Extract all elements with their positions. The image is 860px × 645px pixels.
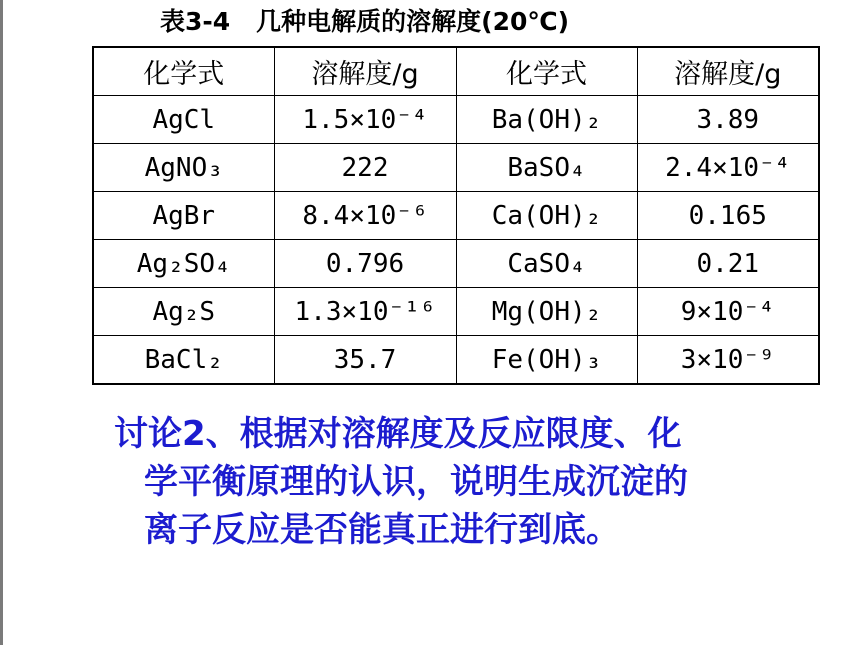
solubility-cell: 1.3×10⁻¹⁶ (274, 288, 456, 336)
table-row (93, 96, 819, 144)
formula-cell: Fe(OH)₃ (456, 336, 637, 385)
table-number: 表3-4 (160, 7, 231, 36)
table-row (93, 336, 819, 385)
discussion-line: 学平衡原理的认识，说明生成沉淀的 (144, 462, 688, 502)
formula-cell: Mg(OH)₂ (456, 288, 637, 336)
table-title (160, 2, 569, 42)
header-formula-1: 化学式 (93, 47, 274, 96)
discussion-question (114, 410, 844, 554)
solubility-cell: 2.4×10⁻⁴ (637, 144, 819, 192)
solubility-cell: 9×10⁻⁴ (637, 288, 819, 336)
slide-left-edge (0, 0, 3, 645)
table-row (93, 192, 819, 240)
formula-cell: BaSO₄ (456, 144, 637, 192)
formula-cell: Ca(OH)₂ (456, 192, 637, 240)
solubility-cell: 0.165 (637, 192, 819, 240)
header-solubility-2: 溶解度/g (637, 47, 819, 96)
formula-cell: Ag₂S (93, 288, 274, 336)
header-solubility-1: 溶解度/g (274, 47, 456, 96)
discussion-line: 离子反应是否能真正进行到底。 (144, 510, 620, 550)
table-row (93, 288, 819, 336)
solubility-cell: 3.89 (637, 96, 819, 144)
solubility-cell: 35.7 (274, 336, 456, 385)
solubility-cell: 1.5×10⁻⁴ (274, 96, 456, 144)
solubility-cell: 222 (274, 144, 456, 192)
header-formula-2: 化学式 (456, 47, 637, 96)
solubility-cell: 0.796 (274, 240, 456, 288)
table-row (93, 144, 819, 192)
formula-cell: BaCl₂ (93, 336, 274, 385)
formula-cell: AgNO₃ (93, 144, 274, 192)
solubility-table (92, 46, 820, 385)
formula-cell: AgBr (93, 192, 274, 240)
formula-cell: AgCl (93, 96, 274, 144)
table-header-row (93, 47, 819, 96)
formula-cell: CaSO₄ (456, 240, 637, 288)
solubility-cell: 0.21 (637, 240, 819, 288)
formula-cell: Ba(OH)₂ (456, 96, 637, 144)
discussion-line: 讨论2、根据对溶解度及反应限度、化 (114, 414, 682, 454)
solubility-cell: 8.4×10⁻⁶ (274, 192, 456, 240)
table-title-text: 几种电解质的溶解度(20℃) (256, 7, 570, 36)
solubility-cell: 3×10⁻⁹ (637, 336, 819, 385)
formula-cell: Ag₂SO₄ (93, 240, 274, 288)
table-row (93, 240, 819, 288)
